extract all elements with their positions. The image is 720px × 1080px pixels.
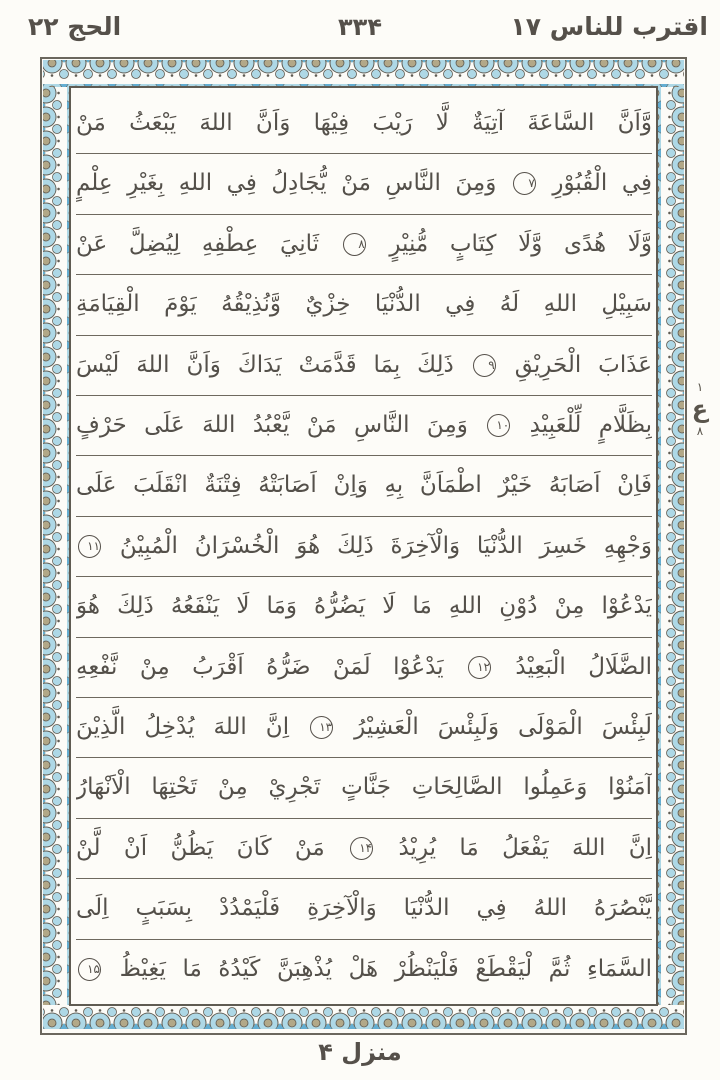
quran-line [76, 637, 652, 697]
ayah-number-circle: ۸ [343, 233, 366, 256]
quran-line [76, 878, 652, 938]
quran-text: الضَّلَالُ الْبَعِيْدُ [515, 653, 652, 680]
quran-text: وَجْهِهِ خَسِرَ الدُّنْيَا وَالْآخِرَةَ ذَلِكَ هُوَ الْخُسْرَانُ الْمُبِيْنُ [119, 532, 652, 559]
ayah-number-circle: ۹ [473, 354, 496, 377]
quran-text: وَمِنَ النَّاسِ مَنْ يُّجَادِلُ فِي اللهِ بِغَيْرِ عِلْمٍ [76, 170, 497, 197]
frame-band-top [43, 60, 684, 87]
ayah-number-circle: ۱۵ [78, 958, 101, 981]
quran-text: السَّمَاءِ ثُمَّ لْيَقْطَعْ فَلْيَنْظُرْ هَلْ يُذْهِبَنَّ كَيْدُهُ مَا يَغِيْظُ [119, 955, 652, 982]
page-header [0, 6, 720, 48]
quran-line [76, 214, 652, 274]
ayah-number-circle: ۱۰ [487, 414, 510, 437]
quran-text: لَبِئْسَ الْمَوْلَى وَلَبِئْسَ الْعَشِيْرُ [354, 714, 652, 741]
quran-text: بِظَلَّامٍ لِّلْعَبِيْدِ [529, 412, 652, 439]
quran-line [76, 335, 652, 395]
quran-line [76, 576, 652, 636]
quran-text: مَنْ كَانَ يَظُنُّ اَنْ لَّنْ [76, 834, 325, 861]
quran-line [76, 939, 652, 999]
ayah-number-circle: ۱۲ [468, 656, 491, 679]
ayah-number-circle: ۷ [513, 172, 536, 195]
quran-text: فِي الْقُبُوْرِ [552, 170, 652, 197]
quran-text: ثَانِيَ عِطْفِهِ لِيُضِلَّ عَنْ [76, 230, 320, 257]
quran-line [76, 94, 652, 153]
quran-text: سَبِيْلِ اللهِ لَهُ فِي الدُّنْيَا خِزْيٌ وَّنُذِيْقُهُ يَوْمَ الْقِيَامَةِ [76, 291, 652, 318]
page-number: ۳۳۴ [338, 13, 382, 41]
quran-text: وَمِنَ النَّاسِ مَنْ يَّعْبُدُ اللهَ عَلَى حَرْفٍ [76, 412, 468, 439]
ruku-letter-ain: ع [691, 395, 709, 423]
quran-text: وَّلَا هُدًى وَّلَا كِتَابٍ مُّنِيْرٍ [389, 230, 652, 257]
ruku-marker [684, 380, 716, 438]
quran-line [76, 516, 652, 576]
quran-text: وَّاَنَّ السَّاعَةَ آتِيَةٌ لَّا رَيْبَ فِيْهَا وَاَنَّ اللهَ يَبْعَثُ مَنْ [76, 110, 652, 136]
quran-text: يَدْعُوْا مِنْ دُوْنِ اللهِ مَا لَا يَضُرُّهُ وَمَا لَا يَنْفَعُهُ ذَلِكَ هُوَ [76, 593, 652, 620]
quran-line [76, 818, 652, 878]
quran-text: اِنَّ اللهَ يُدْخِلُ الَّذِيْنَ [76, 714, 290, 741]
quran-text: اِنَّ اللهَ يَفْعَلُ مَا يُرِيْدُ [398, 834, 652, 861]
quran-line [76, 274, 652, 334]
quran-text: آمَنُوْا وَعَمِلُوا الصَّالِحَاتِ جَنَّاتٍ تَجْرِيْ مِنْ تَحْتِهَا الْاَنْهَارُ [76, 774, 652, 801]
quran-line [76, 153, 652, 213]
quran-line [76, 455, 652, 515]
quran-text: يَّنْصُرَهُ اللهُ فِي الدُّنْيَا وَالْآخِرَةِ فَلْيَمْدُدْ بِسَبَبٍ اِلَى [76, 895, 652, 922]
quran-text: يَدْعُوْا لَمَنْ ضَرُّهُ اَقْرَبُ مِنْ نَّفْعِهِ [76, 653, 444, 680]
quran-line [76, 697, 652, 757]
ayah-number-circle: ۱۱ [78, 535, 101, 558]
juz-title: اقترب للناس ۱۷ [510, 12, 708, 41]
frame-band-bottom [43, 1005, 684, 1032]
quran-text: ذَلِكَ بِمَا قَدَّمَتْ يَدَاكَ وَاَنَّ اللهَ لَيْسَ [76, 351, 454, 378]
quran-text: عَذَابَ الْحَرِيْقِ [514, 351, 652, 378]
frame-band-right [657, 87, 684, 1005]
ayah-number-circle: ۱۴ [350, 837, 373, 860]
frame-band-left [43, 87, 70, 1005]
quran-text-area [76, 94, 652, 999]
quran-text: فَاِنْ اَصَابَهُ خَيْرٌ اطْمَاَنَّ بِهِ وَاِنْ اَصَابَتْهُ فِتْنَةٌ انْقَلَبَ عَلَى [76, 472, 652, 499]
ayah-number-circle: ۱۳ [310, 716, 333, 739]
ruku-number-bottom: ۸ [696, 424, 704, 438]
quran-line [76, 757, 652, 817]
manzil-label: منزل ۴ [318, 1038, 402, 1066]
ruku-number-top: ۱ [696, 380, 704, 394]
surah-title: الحج ۲۲ [28, 12, 122, 41]
quran-line [76, 395, 652, 455]
